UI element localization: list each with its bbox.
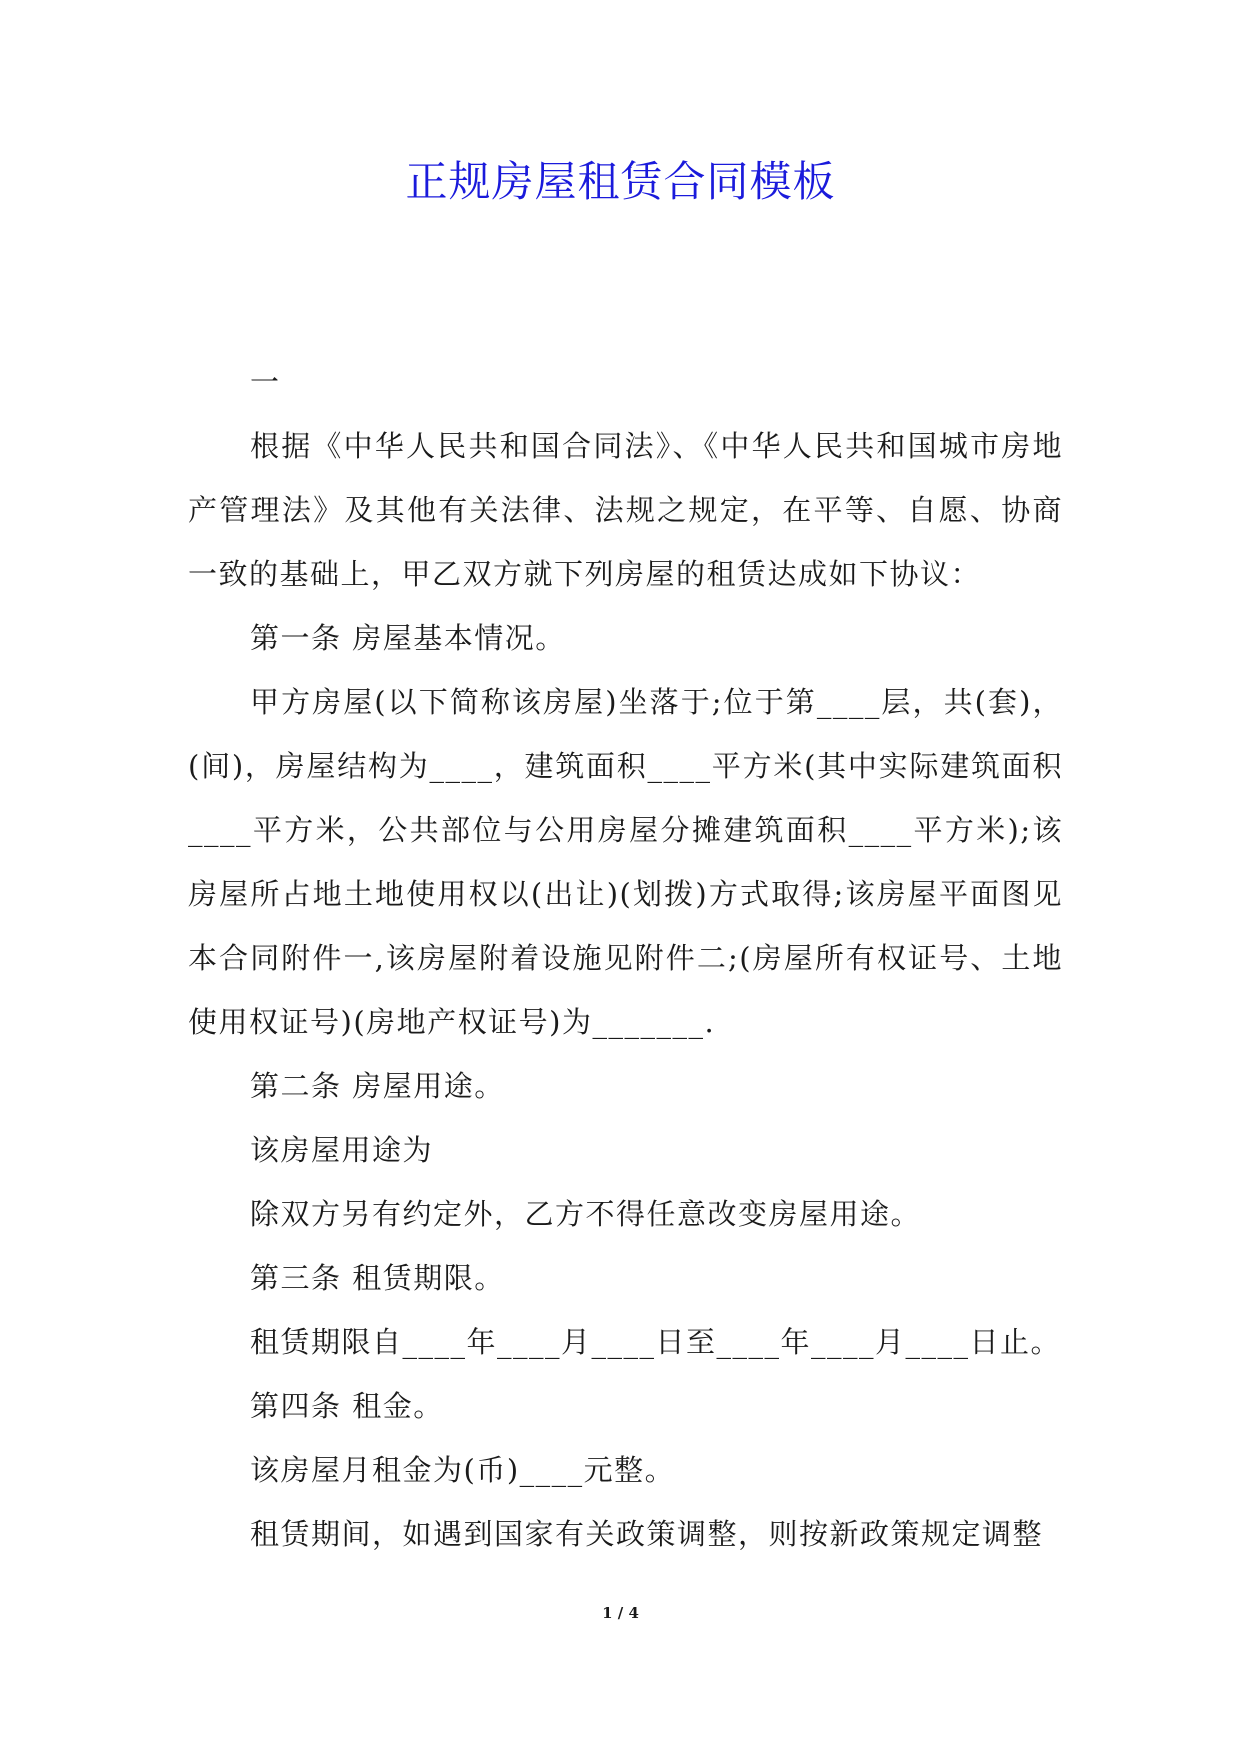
article-3-body: 租赁期限自____年____月____日至____年____月____日止。 [250, 1325, 1062, 1359]
document-body [188, 350, 1063, 1566]
article-4-body: 该房屋月租金为(币)____元整。 [250, 1453, 676, 1487]
article-1-body: 甲方房屋(以下简称该房屋)坐落于;位于第____层，共(套)，(间)，房屋结构为____，建筑面积____平方米(其中实际建筑面积____平方米，公共部位与公用房屋分摊建筑面积____平方米);该房屋所占地土地使用权以(出让)(划拨)方式取得;该房屋平面图见本合同附件一,该房屋附着设施见附件二;(房屋所有权证号、土地使用权证号)(房地产权证号)为_______. [188, 685, 1063, 1039]
section-marker: 一 [250, 365, 281, 399]
article-4-heading: 第四条 租金。 [250, 1389, 444, 1423]
article-2-note: 除双方另有约定外，乙方不得任意改变房屋用途。 [250, 1197, 922, 1231]
article-2-body: 该房屋用途为 [250, 1133, 434, 1167]
article-1-heading: 第一条 房屋基本情况。 [250, 621, 566, 655]
page-number: 1 / 4 [602, 1604, 639, 1622]
article-2-heading: 第二条 房屋用途。 [250, 1069, 505, 1103]
article-4-adjustment: 租赁期间，如遇到国家有关政策调整，则按新政策规定调整 [250, 1517, 1044, 1551]
document-title: 正规房屋租赁合同模板 [405, 157, 836, 206]
article-3-heading: 第三条 租赁期限。 [250, 1261, 505, 1295]
preamble-paragraph: 根据《中华人民共和国合同法》、《中华人民共和国城市房地产管理法》及其他有关法律、法规之规定，在平等、自愿、协商一致的基础上，甲乙双方就下列房屋的租赁达成如下协议： [188, 429, 1063, 591]
